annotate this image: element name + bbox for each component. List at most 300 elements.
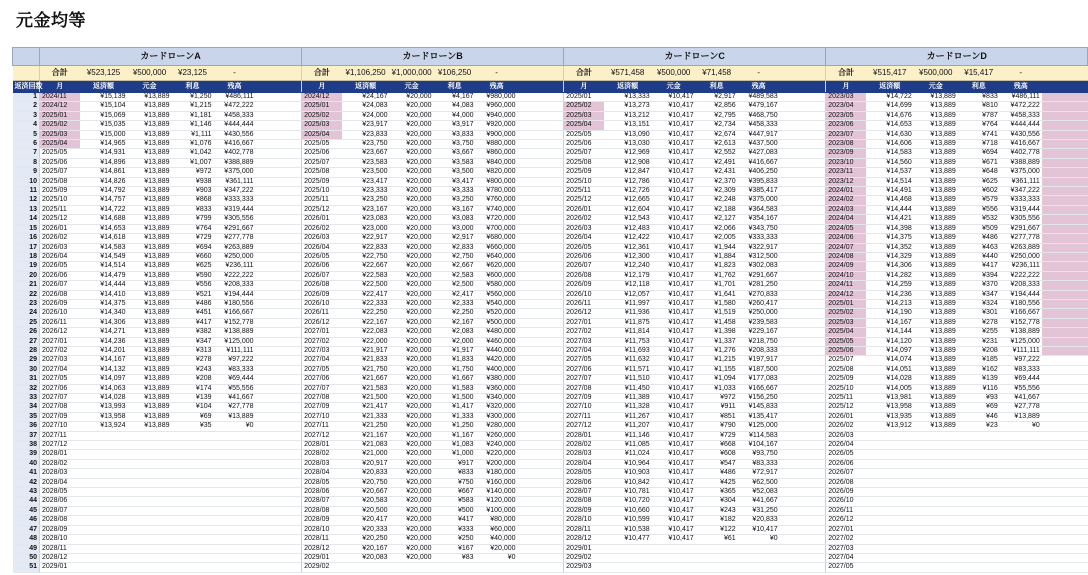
amount-cell[interactable]: ¥427,083	[738, 149, 780, 158]
amount-cell[interactable]: ¥120,000	[476, 497, 518, 506]
month-cell[interactable]: 2025/06	[826, 346, 866, 355]
amount-cell[interactable]: ¥14,549	[80, 252, 128, 261]
month-cell[interactable]: 2026/10	[826, 497, 866, 506]
amount-cell[interactable]: ¥1,167	[434, 431, 476, 440]
amount-cell[interactable]: ¥21,167	[342, 431, 390, 440]
amount-cell[interactable]: ¥239,583	[738, 318, 780, 327]
amount-cell[interactable]: ¥540,000	[476, 299, 518, 308]
amount-cell[interactable]: ¥2,734	[696, 121, 738, 130]
amount-cell[interactable]: ¥729	[172, 234, 214, 243]
month-cell[interactable]: 2027/01	[564, 318, 604, 327]
amount-cell[interactable]: ¥20,000	[390, 469, 434, 478]
amount-cell[interactable]: ¥24,000	[342, 111, 390, 120]
month-cell[interactable]: 2026/09	[564, 281, 604, 290]
amount-cell[interactable]: ¥447,917	[738, 130, 780, 139]
amount-cell[interactable]: ¥833	[434, 469, 476, 478]
amount-cell[interactable]: ¥1,641	[696, 290, 738, 299]
month-cell[interactable]: 2026/06	[826, 459, 866, 468]
amount-cell[interactable]: ¥13,889	[914, 328, 958, 337]
month-cell[interactable]: 2025/05	[40, 149, 80, 158]
month-cell[interactable]: 2027/08	[40, 403, 80, 412]
amount-cell[interactable]: ¥14,144	[866, 328, 914, 337]
amount-cell[interactable]: ¥20,000	[390, 177, 434, 186]
month-cell[interactable]: 2026/03	[564, 224, 604, 233]
amount-cell[interactable]: ¥13,889	[914, 271, 958, 280]
amount-cell[interactable]: ¥100,000	[476, 506, 518, 515]
amount-cell[interactable]: ¥114,583	[738, 431, 780, 440]
month-cell[interactable]: 2025/06	[40, 158, 80, 167]
amount-cell[interactable]: ¥648	[958, 168, 1000, 177]
amount-cell[interactable]	[866, 506, 914, 515]
amount-cell[interactable]: ¥2,491	[696, 158, 738, 167]
month-cell[interactable]: 2027/11	[40, 431, 80, 440]
amount-cell[interactable]	[172, 488, 214, 497]
amount-cell[interactable]: ¥799	[172, 215, 214, 224]
amount-cell[interactable]	[128, 563, 172, 572]
amount-cell[interactable]: ¥20,000	[390, 328, 434, 337]
month-cell[interactable]: 2028/06	[564, 478, 604, 487]
row-index[interactable]: 49	[13, 544, 40, 553]
month-cell[interactable]: 2027/01	[40, 337, 80, 346]
amount-cell[interactable]: ¥21,000	[342, 450, 390, 459]
month-cell[interactable]: 2028/07	[40, 506, 80, 515]
amount-cell[interactable]: ¥20,000	[390, 346, 434, 355]
amount-cell[interactable]: ¥111,111	[214, 346, 256, 355]
row-index[interactable]: 7	[13, 149, 40, 158]
amount-cell[interactable]: ¥382	[172, 328, 214, 337]
amount-cell[interactable]: ¥14,653	[866, 121, 914, 130]
amount-cell[interactable]: ¥20,000	[390, 149, 434, 158]
amount-cell[interactable]: ¥479,167	[738, 102, 780, 111]
amount-cell[interactable]: ¥278	[172, 356, 214, 365]
amount-cell[interactable]	[80, 563, 128, 572]
amount-cell[interactable]: ¥250	[434, 535, 476, 544]
amount-cell[interactable]	[476, 563, 518, 572]
amount-cell[interactable]: ¥556	[172, 281, 214, 290]
row-index[interactable]: 31	[13, 375, 40, 384]
amount-cell[interactable]: ¥61	[696, 535, 738, 544]
amount-cell[interactable]: ¥20,000	[390, 318, 434, 327]
amount-cell[interactable]: ¥375,000	[214, 168, 256, 177]
amount-cell[interactable]: ¥2,005	[696, 234, 738, 243]
month-cell[interactable]: 2026/07	[826, 469, 866, 478]
amount-cell[interactable]: ¥787	[958, 111, 1000, 120]
amount-cell[interactable]: ¥15,035	[80, 121, 128, 130]
amount-cell[interactable]: ¥13,889	[128, 111, 172, 120]
row-index[interactable]: 18	[13, 252, 40, 261]
amount-cell[interactable]: ¥2,750	[434, 252, 476, 261]
month-cell[interactable]: 2024/12	[40, 102, 80, 111]
amount-cell[interactable]	[172, 459, 214, 468]
amount-cell[interactable]: ¥22,667	[342, 262, 390, 271]
month-cell[interactable]: 2027/07	[40, 394, 80, 403]
amount-cell[interactable]: ¥20,333	[342, 525, 390, 534]
month-cell[interactable]: 2026/12	[564, 309, 604, 318]
amount-cell[interactable]	[342, 563, 390, 572]
amount-cell[interactable]: ¥135,417	[738, 412, 780, 421]
amount-cell[interactable]: ¥20,000	[390, 140, 434, 149]
month-cell[interactable]: 2028/08	[302, 506, 342, 515]
month-cell[interactable]: 2025/05	[302, 140, 342, 149]
amount-cell[interactable]: ¥319,444	[214, 205, 256, 214]
amount-cell[interactable]: ¥125,000	[1000, 337, 1042, 346]
amount-cell[interactable]: ¥14,826	[80, 177, 128, 186]
amount-cell[interactable]	[914, 553, 958, 562]
month-cell[interactable]: 2028/07	[302, 497, 342, 506]
amount-cell[interactable]: ¥14,028	[80, 394, 128, 403]
month-cell[interactable]: 2028/10	[40, 535, 80, 544]
amount-cell[interactable]: ¥14,676	[866, 111, 914, 120]
amount-cell[interactable]	[390, 563, 434, 572]
amount-cell[interactable]: ¥20,833	[342, 469, 390, 478]
amount-cell[interactable]: ¥14,375	[80, 299, 128, 308]
amount-cell[interactable]	[80, 450, 128, 459]
amount-cell[interactable]: ¥104	[172, 403, 214, 412]
amount-cell[interactable]: ¥21,750	[342, 365, 390, 374]
amount-cell[interactable]	[128, 535, 172, 544]
amount-cell[interactable]: ¥11,450	[604, 384, 652, 393]
amount-cell[interactable]: ¥11,207	[604, 422, 652, 431]
amount-cell[interactable]: ¥13,889	[128, 140, 172, 149]
amount-cell[interactable]	[172, 441, 214, 450]
amount-cell[interactable]: ¥486,111	[1000, 93, 1042, 102]
row-index[interactable]: 17	[13, 243, 40, 252]
month-cell[interactable]: 2026/10	[564, 290, 604, 299]
amount-cell[interactable]: ¥406,250	[738, 168, 780, 177]
month-cell[interactable]: 2029/01	[302, 553, 342, 562]
amount-cell[interactable]: ¥15,139	[80, 93, 128, 102]
amount-cell[interactable]: ¥416,667	[214, 140, 256, 149]
amount-cell[interactable]: ¥3,750	[434, 140, 476, 149]
column-header[interactable]: 残高	[476, 81, 518, 93]
month-cell[interactable]: 2025/08	[302, 168, 342, 177]
amount-cell[interactable]: ¥11,632	[604, 356, 652, 365]
month-cell[interactable]: 2024/03	[826, 205, 866, 214]
total-label[interactable]: 合計	[302, 66, 342, 81]
month-cell[interactable]: 2028/01	[564, 431, 604, 440]
amount-cell[interactable]: ¥10,660	[604, 506, 652, 515]
month-cell[interactable]: 2028/01	[40, 450, 80, 459]
amount-cell[interactable]	[214, 488, 256, 497]
amount-cell[interactable]	[866, 441, 914, 450]
month-cell[interactable]: 2027/12	[40, 441, 80, 450]
amount-cell[interactable]: ¥20,000	[390, 187, 434, 196]
amount-cell[interactable]: ¥14,259	[866, 281, 914, 290]
amount-cell[interactable]: ¥322,917	[738, 243, 780, 252]
month-cell[interactable]: 2025/11	[40, 205, 80, 214]
month-cell[interactable]: 2026/08	[40, 290, 80, 299]
amount-cell[interactable]: ¥281,250	[738, 281, 780, 290]
amount-cell[interactable]: ¥1,146	[172, 121, 214, 130]
amount-cell[interactable]: ¥23,583	[342, 158, 390, 167]
amount-cell[interactable]: ¥14,329	[866, 252, 914, 261]
amount-cell[interactable]: ¥14,699	[866, 102, 914, 111]
loan-name-cell[interactable]: カードローンB	[302, 48, 564, 66]
month-cell[interactable]: 2025/01	[302, 102, 342, 111]
month-cell[interactable]: 2025/02	[40, 121, 80, 130]
amount-cell[interactable]: ¥11,571	[604, 365, 652, 374]
amount-cell[interactable]: ¥920,000	[476, 121, 518, 130]
row-index[interactable]: 6	[13, 140, 40, 149]
amount-cell[interactable]: ¥486,111	[214, 93, 256, 102]
month-cell[interactable]: 2027/03	[564, 337, 604, 346]
amount-cell[interactable]	[80, 525, 128, 534]
amount-cell[interactable]: ¥1,250	[172, 93, 214, 102]
amount-cell[interactable]: ¥1,580	[696, 299, 738, 308]
amount-cell[interactable]: ¥10,417	[652, 234, 696, 243]
amount-cell[interactable]: ¥14,063	[80, 384, 128, 393]
amount-cell[interactable]: ¥14,468	[866, 196, 914, 205]
row-index[interactable]: 45	[13, 506, 40, 515]
amount-cell[interactable]: ¥21,417	[342, 403, 390, 412]
column-header[interactable]: 元金	[914, 81, 958, 93]
amount-cell[interactable]: ¥20,000	[390, 535, 434, 544]
amount-cell[interactable]: ¥13,889	[128, 328, 172, 337]
month-cell[interactable]: 2026/10	[40, 309, 80, 318]
amount-cell[interactable]: ¥750	[434, 478, 476, 487]
month-cell[interactable]: 2028/05	[564, 469, 604, 478]
amount-cell[interactable]: ¥2,188	[696, 205, 738, 214]
month-cell[interactable]: 2028/10	[564, 516, 604, 525]
amount-cell[interactable]: ¥1,701	[696, 281, 738, 290]
month-cell[interactable]: 2023/04	[826, 102, 866, 111]
amount-cell[interactable]: ¥13,958	[80, 412, 128, 421]
amount-cell[interactable]: ¥10,417	[652, 281, 696, 290]
month-cell[interactable]: 2023/07	[826, 130, 866, 139]
amount-cell[interactable]: ¥917	[434, 459, 476, 468]
amount-cell[interactable]: ¥250,000	[738, 309, 780, 318]
month-cell[interactable]: 2027/02	[564, 328, 604, 337]
amount-cell[interactable]: ¥2,250	[434, 309, 476, 318]
amount-cell[interactable]: ¥375,000	[1000, 168, 1042, 177]
row-index[interactable]: 19	[13, 262, 40, 271]
month-cell[interactable]: 2027/04	[40, 365, 80, 374]
amount-cell[interactable]: ¥20,000	[390, 299, 434, 308]
month-cell[interactable]: 2025/04	[826, 328, 866, 337]
amount-cell[interactable]: ¥14,132	[80, 365, 128, 374]
amount-cell[interactable]: ¥10,417	[652, 271, 696, 280]
amount-cell[interactable]: ¥347	[958, 290, 1000, 299]
amount-cell[interactable]: ¥14,306	[80, 318, 128, 327]
amount-cell[interactable]: ¥3,333	[434, 187, 476, 196]
amount-cell[interactable]: ¥14,606	[866, 140, 914, 149]
amount-cell[interactable]: ¥10,417	[652, 346, 696, 355]
month-cell[interactable]: 2029/02	[564, 553, 604, 562]
amount-cell[interactable]: ¥22,333	[342, 299, 390, 308]
month-cell[interactable]: 2024/08	[826, 252, 866, 261]
amount-cell[interactable]: ¥14,097	[866, 346, 914, 355]
month-cell[interactable]: 2026/03	[302, 234, 342, 243]
amount-cell[interactable]: ¥388,889	[214, 158, 256, 167]
amount-cell[interactable]: ¥2,167	[434, 318, 476, 327]
amount-cell[interactable]	[172, 506, 214, 515]
amount-cell[interactable]: ¥1,667	[434, 375, 476, 384]
amount-cell[interactable]: ¥10,417	[652, 121, 696, 130]
amount-cell[interactable]: ¥2,613	[696, 140, 738, 149]
amount-cell[interactable]	[1000, 506, 1042, 515]
amount-cell[interactable]: ¥590	[172, 271, 214, 280]
amount-cell[interactable]: ¥671	[958, 158, 1000, 167]
total-value[interactable]: ¥500,000	[652, 66, 696, 81]
month-cell[interactable]: 2023/06	[826, 121, 866, 130]
row-index[interactable]: 28	[13, 346, 40, 355]
amount-cell[interactable]: ¥20,000	[476, 544, 518, 553]
amount-cell[interactable]: ¥718	[958, 140, 1000, 149]
amount-cell[interactable]: ¥208	[958, 346, 1000, 355]
amount-cell[interactable]: ¥14,051	[866, 365, 914, 374]
amount-cell[interactable]: ¥12,118	[604, 281, 652, 290]
amount-cell[interactable]: ¥10,417	[652, 516, 696, 525]
amount-cell[interactable]: ¥810	[958, 102, 1000, 111]
amount-cell[interactable]	[128, 478, 172, 487]
row-index[interactable]: 32	[13, 384, 40, 393]
amount-cell[interactable]: ¥14,028	[866, 375, 914, 384]
month-cell[interactable]: 2025/07	[564, 149, 604, 158]
amount-cell[interactable]: ¥139	[172, 394, 214, 403]
amount-cell[interactable]	[914, 478, 958, 487]
amount-cell[interactable]	[914, 506, 958, 515]
amount-cell[interactable]: ¥608	[696, 450, 738, 459]
amount-cell[interactable]: ¥20,000	[390, 215, 434, 224]
amount-cell[interactable]: ¥20,000	[390, 488, 434, 497]
row-index[interactable]: 42	[13, 478, 40, 487]
amount-cell[interactable]: ¥660,000	[476, 243, 518, 252]
amount-cell[interactable]	[128, 488, 172, 497]
amount-cell[interactable]	[214, 441, 256, 450]
amount-cell[interactable]: ¥437,500	[738, 140, 780, 149]
amount-cell[interactable]: ¥10,417	[652, 497, 696, 506]
amount-cell[interactable]	[1000, 488, 1042, 497]
amount-cell[interactable]: ¥13,889	[914, 215, 958, 224]
amount-cell[interactable]	[80, 535, 128, 544]
month-cell[interactable]: 2025/11	[826, 394, 866, 403]
month-cell[interactable]: 2025/07	[302, 158, 342, 167]
row-index[interactable]: 35	[13, 412, 40, 421]
amount-cell[interactable]: ¥10,417	[652, 318, 696, 327]
amount-cell[interactable]: ¥10,538	[604, 525, 652, 534]
amount-cell[interactable]: ¥365	[696, 488, 738, 497]
amount-cell[interactable]	[172, 469, 214, 478]
amount-cell[interactable]: ¥22,167	[342, 318, 390, 327]
amount-cell[interactable]	[958, 488, 1000, 497]
amount-cell[interactable]: ¥20,583	[342, 497, 390, 506]
amount-cell[interactable]: ¥13,889	[914, 187, 958, 196]
month-cell[interactable]: 2024/05	[826, 224, 866, 233]
amount-cell[interactable]: ¥156,250	[738, 394, 780, 403]
amount-cell[interactable]: ¥69,444	[214, 375, 256, 384]
amount-cell[interactable]: ¥740,000	[476, 205, 518, 214]
amount-cell[interactable]: ¥10,417	[652, 140, 696, 149]
month-cell[interactable]: 2024/10	[826, 271, 866, 280]
amount-cell[interactable]: ¥333,333	[738, 234, 780, 243]
amount-cell[interactable]	[214, 431, 256, 440]
amount-cell[interactable]: ¥1,215	[172, 102, 214, 111]
amount-cell[interactable]: ¥194,444	[1000, 290, 1042, 299]
amount-cell[interactable]: ¥2,917	[696, 93, 738, 102]
column-header[interactable]: 利息	[172, 81, 214, 93]
amount-cell[interactable]: ¥208	[172, 375, 214, 384]
amount-cell[interactable]: ¥10,417	[652, 168, 696, 177]
month-cell[interactable]: 2026/03	[826, 431, 866, 440]
month-cell[interactable]: 2026/05	[826, 450, 866, 459]
amount-cell[interactable]: ¥22,583	[342, 271, 390, 280]
amount-cell[interactable]: ¥3,583	[434, 158, 476, 167]
amount-cell[interactable]	[958, 431, 1000, 440]
amount-cell[interactable]: ¥10,599	[604, 516, 652, 525]
amount-cell[interactable]	[128, 450, 172, 459]
month-cell[interactable]: 2027/07	[302, 384, 342, 393]
month-cell[interactable]: 2029/02	[302, 563, 342, 572]
amount-cell[interactable]: ¥361,111	[1000, 177, 1042, 186]
amount-cell[interactable]	[80, 544, 128, 553]
month-cell[interactable]: 2024/09	[826, 262, 866, 271]
amount-cell[interactable]: ¥222,222	[214, 271, 256, 280]
amount-cell[interactable]: ¥361,111	[214, 177, 256, 186]
amount-cell[interactable]: ¥14,931	[80, 149, 128, 158]
amount-cell[interactable]: ¥1,884	[696, 252, 738, 261]
amount-cell[interactable]: ¥20,000	[390, 431, 434, 440]
month-cell[interactable]: 2027/06	[302, 375, 342, 384]
amount-cell[interactable]: ¥13,273	[604, 102, 652, 111]
amount-cell[interactable]	[1000, 431, 1042, 440]
amount-cell[interactable]: ¥10,417	[652, 93, 696, 102]
amount-cell[interactable]: ¥177,083	[738, 375, 780, 384]
amount-cell[interactable]: ¥22,833	[342, 243, 390, 252]
amount-cell[interactable]: ¥880,000	[476, 140, 518, 149]
amount-cell[interactable]: ¥55,556	[1000, 384, 1042, 393]
amount-cell[interactable]: ¥14,722	[80, 205, 128, 214]
amount-cell[interactable]: ¥10,417	[652, 224, 696, 233]
amount-cell[interactable]: ¥2,309	[696, 187, 738, 196]
amount-cell[interactable]: ¥14,074	[866, 356, 914, 365]
amount-cell[interactable]: ¥1,007	[172, 158, 214, 167]
amount-cell[interactable]	[172, 450, 214, 459]
spreadsheet[interactable]	[12, 47, 1040, 575]
month-cell[interactable]: 2028/09	[40, 525, 80, 534]
amount-cell[interactable]: ¥12,543	[604, 215, 652, 224]
amount-cell[interactable]: ¥41,667	[738, 497, 780, 506]
amount-cell[interactable]	[80, 478, 128, 487]
row-index[interactable]: 26	[13, 328, 40, 337]
row-index[interactable]: 22	[13, 290, 40, 299]
amount-cell[interactable]: ¥13,889	[914, 412, 958, 421]
amount-cell[interactable]: ¥911	[696, 403, 738, 412]
amount-cell[interactable]	[80, 506, 128, 515]
amount-cell[interactable]: ¥2,370	[696, 177, 738, 186]
amount-cell[interactable]: ¥93,750	[738, 450, 780, 459]
column-header[interactable]: 返済額	[80, 81, 128, 93]
month-cell[interactable]: 2026/08	[302, 281, 342, 290]
amount-cell[interactable]: ¥13,889	[128, 412, 172, 421]
amount-cell[interactable]: ¥14,618	[80, 234, 128, 243]
amount-cell[interactable]: ¥10,720	[604, 497, 652, 506]
amount-cell[interactable]: ¥10,417	[652, 328, 696, 337]
amount-cell[interactable]: ¥13,212	[604, 111, 652, 120]
month-cell[interactable]: 2025/10	[302, 187, 342, 196]
amount-cell[interactable]	[1000, 450, 1042, 459]
amount-cell[interactable]: ¥27,778	[1000, 403, 1042, 412]
month-cell[interactable]: 2025/08	[40, 177, 80, 186]
amount-cell[interactable]: ¥11,936	[604, 309, 652, 318]
month-cell[interactable]: 2026/08	[826, 478, 866, 487]
amount-cell[interactable]	[80, 497, 128, 506]
amount-cell[interactable]: ¥10,417	[652, 506, 696, 515]
amount-cell[interactable]: ¥860,000	[476, 149, 518, 158]
amount-cell[interactable]: ¥93	[958, 394, 1000, 403]
amount-cell[interactable]: ¥14,560	[866, 158, 914, 167]
row-index[interactable]: 33	[13, 394, 40, 403]
amount-cell[interactable]: ¥347,222	[1000, 187, 1042, 196]
